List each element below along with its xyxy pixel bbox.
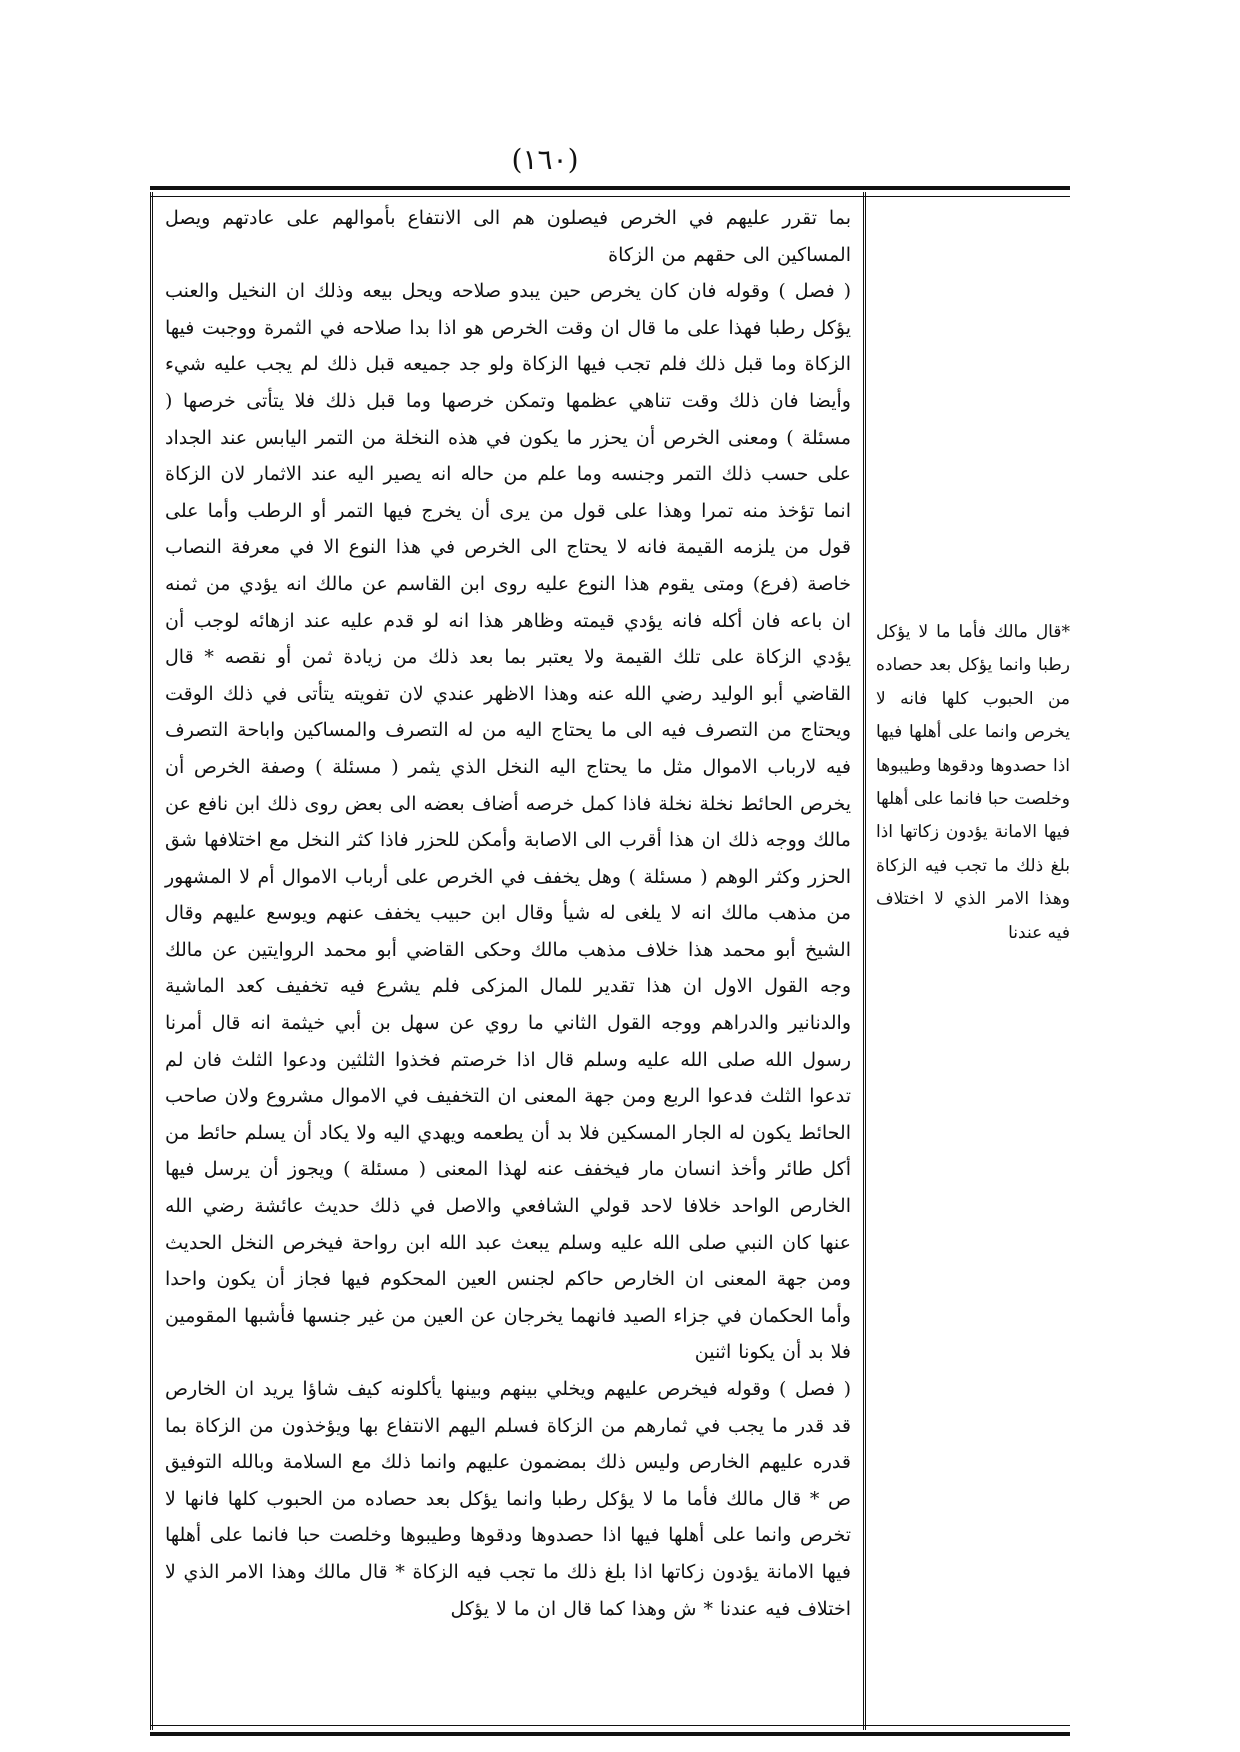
bottom-rule — [150, 1725, 1070, 1736]
page-frame — [150, 186, 1070, 1736]
main-paragraph-2: ( فصل ) وقوله فان كان يخرص حين يبدو صلاحه ويحل بيعه وذلك ان النخيل والعنب يؤكل رطبا فهذا على ما قال ان وقت الخرص هو اذا بدا صلاحه في الثمرة ووجبت فيها الزكاة وما قبل ذلك فلم تجب فيها الزكاة ولو جد جميعه قبل ذلك لم يجب عليه شيء وأيضا فان ذلك وقت تناهي عظمها وتمكن خرصها وما قبل ذلك فلا يتأتى خرصها ( مسئلة ) ومعنى الخرص أن يحزر ما يكون في هذه النخلة من التمر اليابس عند الجداد على حسب ذلك التمر وجنسه وما علم من حاله انه يصير اليه عند الاثمار لان الزكاة انما تؤخذ منه تمرا وهذا على قول من يرى أن يخرج فيها التمر أو الرطب وأما على قول من يلزمه القيمة فانه لا يحتاج الى الخرص في هذا النوع الا في معرفة النصاب خاصة (فرع) ومتى يقوم هذا النوع عليه روى ابن القاسم عن مالك انه يؤدي من ثمنه ان باعه فان أكله فانه يؤدي قيمته وظاهر هذا انه لو قدم عليه عند ازهائه لوجب أن يؤدي الزكاة على تلك القيمة ولا يعتبر بما بعد ذلك من زيادة ثمن أو نقصه * قال القاضي أبو الوليد رضي الله عنه وهذا الاظهر عندي لان تفويته يتأتى في ذلك الوقت ويحتاج من التصرف فيه الى ما يحتاج اليه من له التصرف والمساكين واباحة التصرف فيه لارباب الاموال مثل ما يحتاج اليه النخل الذي يثمر ( مسئلة ) وصفة الخرص أن يخرص الحائط نخلة نخلة فاذا كمل خرصه أضاف بعضه الى بعض روى ذلك ابن نافع عن مالك ووجه ذلك ان هذا أقرب الى الاصابة وأمكن للحزر فاذا كثر النخل مع اختلافها شق الحزر وكثر الوهم ( مسئلة ) وهل يخفف في الخرص على أرباب الاموال أم لا المشهور من مذهب مالك انه لا يلغى له شيأ وقال ابن حبيب يخفف عنهم ويوسع عليهم وقال الشيخ أبو محمد هذا خلاف مذهب مالك وحكى القاضي أبو محمد الروايتين عن مالك وجه القول الاول ان هذا تقدير للمال المزكى فلم يشرع فيه تخفيف كعد الماشية والدنانير والدراهم ووجه القول الثاني ما روي عن سهل بن أبي خيثمة انه قال أمرنا رسول الله صلى الله عليه وسلم قال اذا خرصتم فخذوا الثلثين ودعوا الثلث فان لم تدعوا الثلث فدعوا الربع ومن جهة المعنى ان التخفيف في الاموال مشروع ولان صاحب الحائط يكون له الجار المسكين فلا بد أن يطعمه ويهدي اليه ولا يكاد أن يسلم حائط من أكل طائر وأخذ انسان مار فيخفف عنه لهذا المعنى ( مسئلة ) ويجوز أن يرسل فيها الخارص الواحد خلافا لاحد قولي الشافعي والاصل في ذلك حديث عائشة رضي الله عنها كان النبي صلى الله عليه وسلم يبعث عبد الله ابن رواحة فيخرص النخل الحديث ومن جهة المعنى ان الخارص حاكم لجنس العين المحكوم فيها فجاز أن يكون واحدا وأما الحكمان في جزاء الصيد فانهما يخرجان عن العين من غير جنسها فأشبها المقومين فلا بد أن يكونا اثنين — [165, 280, 851, 1364]
main-paragraph-3: ( فصل ) وقوله فيخرص عليهم ويخلي بينهم وبينها يأكلونه كيف شاؤا يريد ان الخارص قد قدر ما يجب في ثمارهم من الزكاة فسلم اليهم الانتفاع بها ويؤخذون من الزكاة بما قدره عليهم الخارص وليس ذلك بمضمون عليهم وانما ذلك مع السلامة وبالله التوفيق ص * قال مالك فأما ما لا يؤكل رطبا وانما يؤكل بعد حصاده من الحبوب كلها فانها لا تخرص وانما على أهلها فيها اذا حصدوها ودقوها وطيبوها وخلصت حبا فانما على أهلها فيها الامانة يؤدون زكاتها اذا بلغ ذلك ما تجب فيه الزكاة * قال مالك وهذا الامر الذي لا اختلاف فيه عندنا * ش وهذا كما قال ان ما لا يؤكل — [165, 1378, 851, 1620]
margin-note: *قال مالك فأما ما لا يؤكل رطبا وانما يؤكل بعد حصاده من الحبوب كلها فانه لا يخرص وانما على أهلها فيها اذا حصدوها ودقوها وطيبوها وخلصت حبا فانما على أهلها فيها الامانة يؤدون زكاتها اذا بلغ ذلك ما تجب فيه الزكاة وهذا الامر الذي لا اختلاف فيه عندنا — [876, 622, 1070, 943]
main-paragraph-1: بما تقرر عليهم في الخرص فيصلون هم الى الانتفاع بأموالهم على عادتهم ويصل المساكين الى حقهم من الزكاة — [165, 207, 851, 266]
main-text — [165, 200, 851, 1627]
page-number: (١٦٠) — [511, 143, 579, 176]
main-text-column — [150, 192, 866, 1730]
